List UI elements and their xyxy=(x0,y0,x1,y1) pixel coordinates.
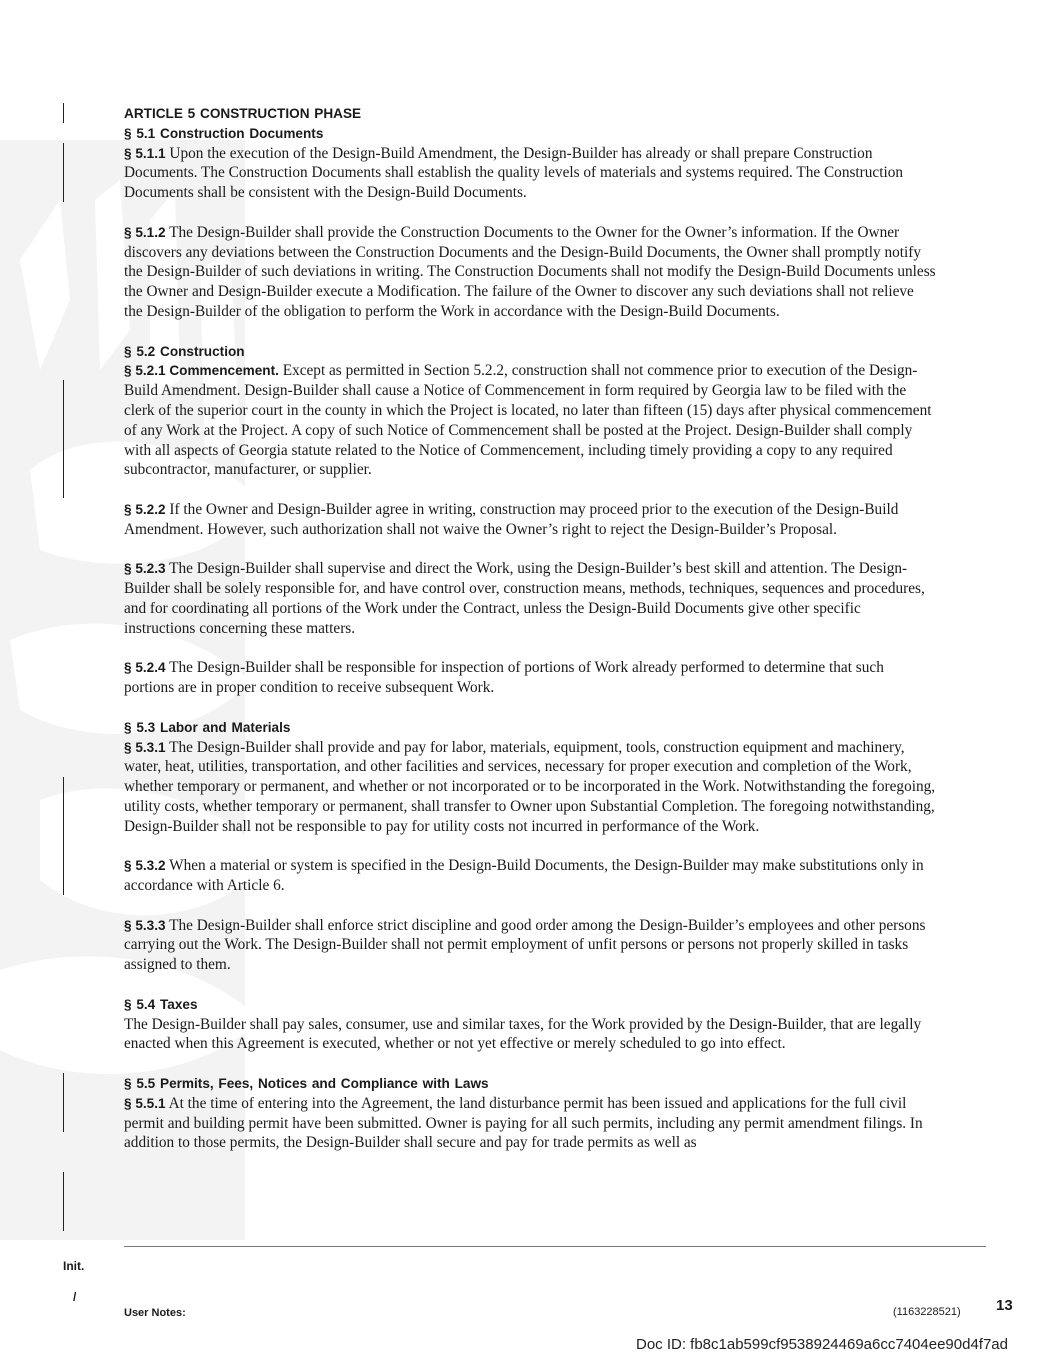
paragraph-number: § 5.2.3 xyxy=(124,561,166,577)
paragraph-text: The Design-Builder shall provide and pay for labor, materials, equipment, tools, construction equipment and machinery, water, heat, utilities, transportation, and other facilities and services, necessary for proper execution and completion of the Work, whether temporary or permanent, and whether or not incorporated or to be incorporated in the Work. Notwithstanding the foregoing, utility costs, whether temporary or permanent, shall transfer to Owner upon Substantial Completion. The foregoing notwithstanding, Design-Builder shall not be responsible to pay for utility costs not incurred in performance of the Work. xyxy=(124,738,936,835)
init-label: Init. xyxy=(63,1259,85,1273)
paragraph-number: § 5.3.2 xyxy=(124,858,166,874)
paragraph-number: § 5.2.4 xyxy=(124,660,166,676)
section-heading: § 5.1 Construction Documents xyxy=(124,125,324,141)
paragraph-number: § 5.1.1 xyxy=(124,145,166,161)
paragraph-text: At the time of entering into the Agreement, the land disturbance permit has been issued and applications for the full civil permit and building permit have been submitted. Owner is paying for all such permits, including any permit amendment filings. In addition to those permits, the Design-Builder shall secure and pay for trade permits as well as xyxy=(124,1094,923,1152)
revision-bar xyxy=(63,380,64,498)
paragraph xyxy=(124,738,936,837)
section-heading: § 5.3 Labor and Materials xyxy=(124,719,291,735)
revision-bar xyxy=(63,1073,64,1132)
paragraph xyxy=(124,658,936,698)
doc-id: Doc ID: fb8c1ab599cf9538924469a6cc7404ee90d4f7ad xyxy=(636,1336,1008,1353)
paragraph-text: If the Owner and Design-Builder agree in writing, construction may proceed prior to the execution of the Design-Build Amendment. However, such authorization shall not waive the Owner’s right to reject the Design-Builder’s Proposal. xyxy=(124,500,899,538)
paragraph-text: When a material or system is specified in the Design-Build Documents, the Design-Builder may make substitutions only in accordance with Article 6. xyxy=(124,857,924,895)
paragraph-number: § 5.5.1 xyxy=(124,1095,166,1111)
section-heading: § 5.2 Construction xyxy=(124,343,245,359)
revision-bar xyxy=(63,103,64,123)
paragraph-number: § 5.3.1 xyxy=(124,739,166,755)
revision-bar xyxy=(63,777,64,895)
footer-rule xyxy=(124,1246,986,1247)
paragraph xyxy=(124,1094,936,1153)
paragraph-text: The Design-Builder shall pay sales, consumer, use and similar taxes, for the Work provided by the Design-Builder, that are legally enacted when this Agreement is executed, whether or not yet effective or merely scheduled to go into effect. xyxy=(124,1015,922,1053)
revision-bar xyxy=(63,143,64,202)
paragraph xyxy=(124,144,936,203)
document-body xyxy=(124,104,936,1153)
paragraph-text: Upon the execution of the Design-Build Amendment, the Design-Builder has already or shall prepare Construction Documents. The Construction Documents shall establish the quality levels of materials and systems required. The Construction Documents shall be consistent with the Design-Build Documents. xyxy=(124,144,904,202)
paragraph xyxy=(124,500,936,540)
section-heading: § 5.5 Permits, Fees, Notices and Compliance with Laws xyxy=(124,1076,489,1092)
serial-number: (1163228521) xyxy=(893,1306,961,1318)
paragraph-text: The Design-Builder shall enforce strict discipline and good order among the Design-Builder’s employees and other persons carrying out the Work. The Design-Builder shall not permit employment of unfit persons or persons not properly skilled in tasks assigned to them. xyxy=(124,916,926,974)
paragraph-text: The Design-Builder shall provide the Construction Documents to the Owner for the Owner’s information. If the Owner discovers any deviations between the Construction Documents and the Design-Build Documents, the Owner shall promptly notify the Design-Builder of such deviations in writing. The Construction Documents shall not modify the Design-Build Documents unless the Owner and Design-Builder execute a Modification. The failure of the Owner to discover any such deviations shall not relieve the Design-Builder of the obligation to perform the Work in accordance with the Design-Build Documents. xyxy=(124,223,936,320)
section-heading: § 5.4 Taxes xyxy=(124,996,198,1012)
paragraph-text: The Design-Builder shall be responsible for inspection of portions of Work already performed to determine that such portions are in proper condition to receive subsequent Work. xyxy=(124,659,884,697)
paragraph xyxy=(124,559,936,638)
revision-bar xyxy=(63,1172,64,1231)
init-slash: / xyxy=(73,1290,77,1304)
paragraph-text: Except as permitted in Section 5.2.2, construction shall not commence prior to execution of the Design-Build Amendment. Design-Builder shall cause a Notice of Commencement in form required by Georgia law to be filed with the clerk of the superior court in the county in which the Project is located, no later than fifteen (15) days after physical commencement of any Work at the Project. A copy of such Notice of Commencement shall be posted at the Project. Design-Builder shall comply with all aspects of Georgia statute related to the Notice of Commencement, including timely providing a copy to any required subcontractor, manufacturer, or supplier. xyxy=(124,362,932,479)
paragraph-number: § 5.3.3 xyxy=(124,917,166,933)
paragraph xyxy=(124,223,936,322)
paragraph xyxy=(124,361,936,480)
paragraph xyxy=(124,1015,936,1055)
paragraph-number: § 5.2.1 Commencement. xyxy=(124,363,279,379)
article-title: ARTICLE 5 CONSTRUCTION PHASE xyxy=(124,106,362,121)
paragraph-number: § 5.2.2 xyxy=(124,501,166,517)
paragraph-text: The Design-Builder shall supervise and direct the Work, using the Design-Builder’s best skill and attention. The Design-Builder shall be solely responsible for, and have control over, construction means, methods, techniques, sequences and procedures, and for coordinating all portions of the Work under the Contract, unless the Design-Build Documents give other specific instructions concerning these matters. xyxy=(124,560,925,637)
paragraph-number: § 5.1.2 xyxy=(124,224,166,240)
page-number: 13 xyxy=(996,1297,1013,1314)
paragraph xyxy=(124,916,936,975)
user-notes-label: User Notes: xyxy=(124,1307,186,1319)
paragraph xyxy=(124,856,936,896)
